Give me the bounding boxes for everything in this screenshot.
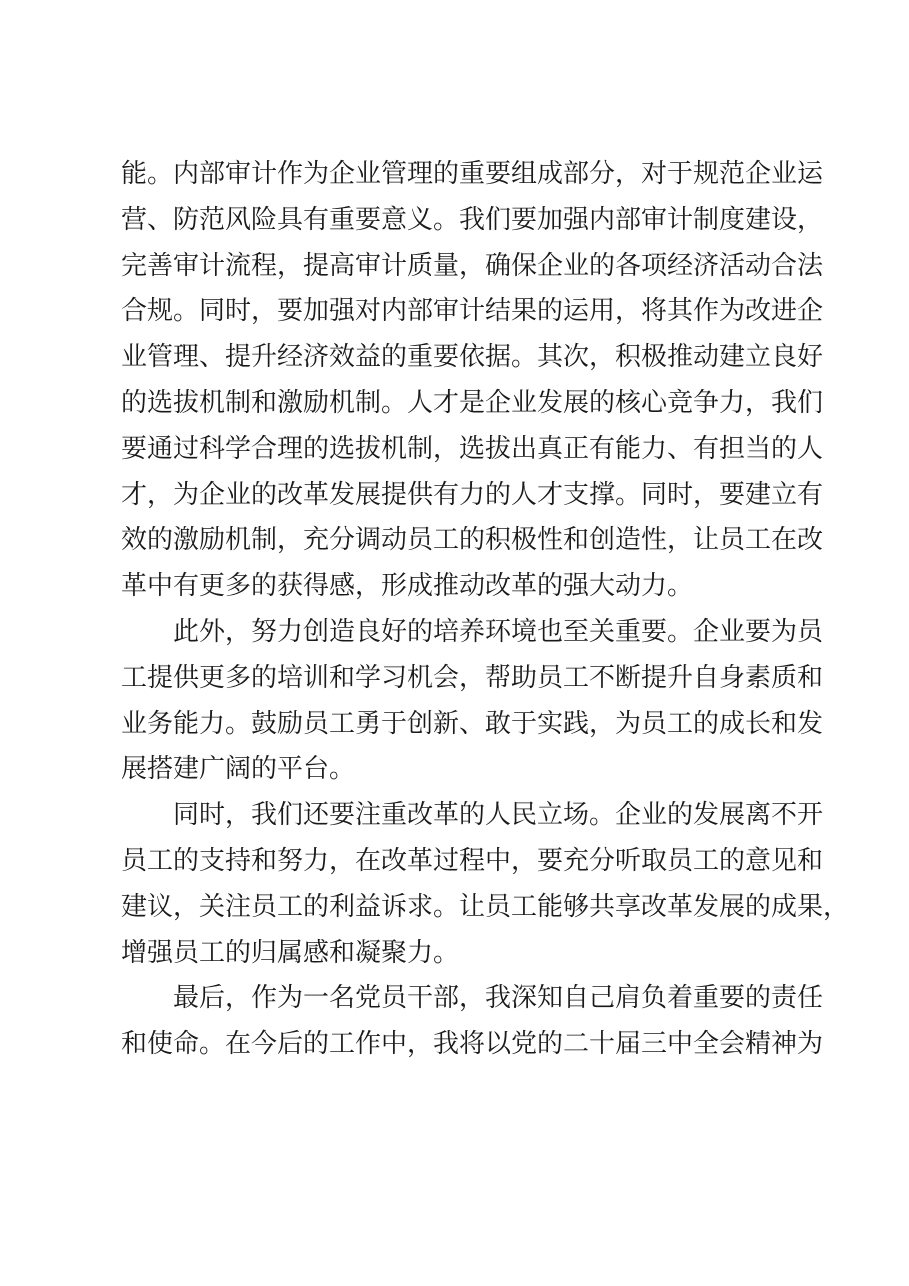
text-line: 业务能力。鼓励员工勇于创新、敢于实践，为员工的成长和发 [121,708,824,739]
paragraph-first-line: 同时，我们还要注重改革的人民立场。企业的发展离不开 [173,800,824,831]
text-line: 建议，关注员工的利益诉求。让员工能够共享改革发展的成果， [121,891,850,922]
paragraph-first-line: 最后，作为一名党员干部，我深知自己肩负着重要的责任 [173,983,824,1014]
text-line: 要通过科学合理的选拔机制，选拔出真正有能力、有担当的人 [121,433,824,464]
text-line: 革中有更多的获得感，形成推动改革的强大动力。 [121,571,694,602]
text-line: 合规。同时，要加强对内部审计结果的运用，将其作为改进企 [121,296,824,327]
text-line: 增强员工的归属感和凝聚力。 [121,937,460,968]
text-line: 员工的支持和努力，在改革过程中，要充分听取员工的意见和 [121,845,824,876]
text-line: 营、防范风险具有重要意义。我们要加强内部审计制度建设， [121,204,824,235]
text-line: 业管理、提升经济效益的重要依据。其次，积极推动建立良好 [121,342,824,373]
text-line: 才，为企业的改革发展提供有力的人才支撑。同时，要建立有 [121,479,824,510]
paragraph-first-line: 此外，努力创造良好的培养环境也至关重要。企业要为员 [173,616,824,647]
text-line: 工提供更多的培训和学习机会，帮助员工不断提升自身素质和 [121,662,824,693]
text-line: 完善审计流程，提高审计质量，确保企业的各项经济活动合法 [121,250,824,281]
text-line: 效的激励机制，充分调动员工的积极性和创造性，让员工在改 [121,525,824,556]
document-body [121,152,850,1068]
text-line: 的选拔机制和激励机制。人才是企业发展的核心竞争力，我们 [121,387,824,418]
text-line: 展搭建广阔的平台。 [121,754,356,785]
text-line: 和使命。在今后的工作中，我将以党的二十届三中全会精神为 [121,1029,824,1060]
text-line: 能。内部审计作为企业管理的重要组成部分，对于规范企业运 [121,159,824,189]
